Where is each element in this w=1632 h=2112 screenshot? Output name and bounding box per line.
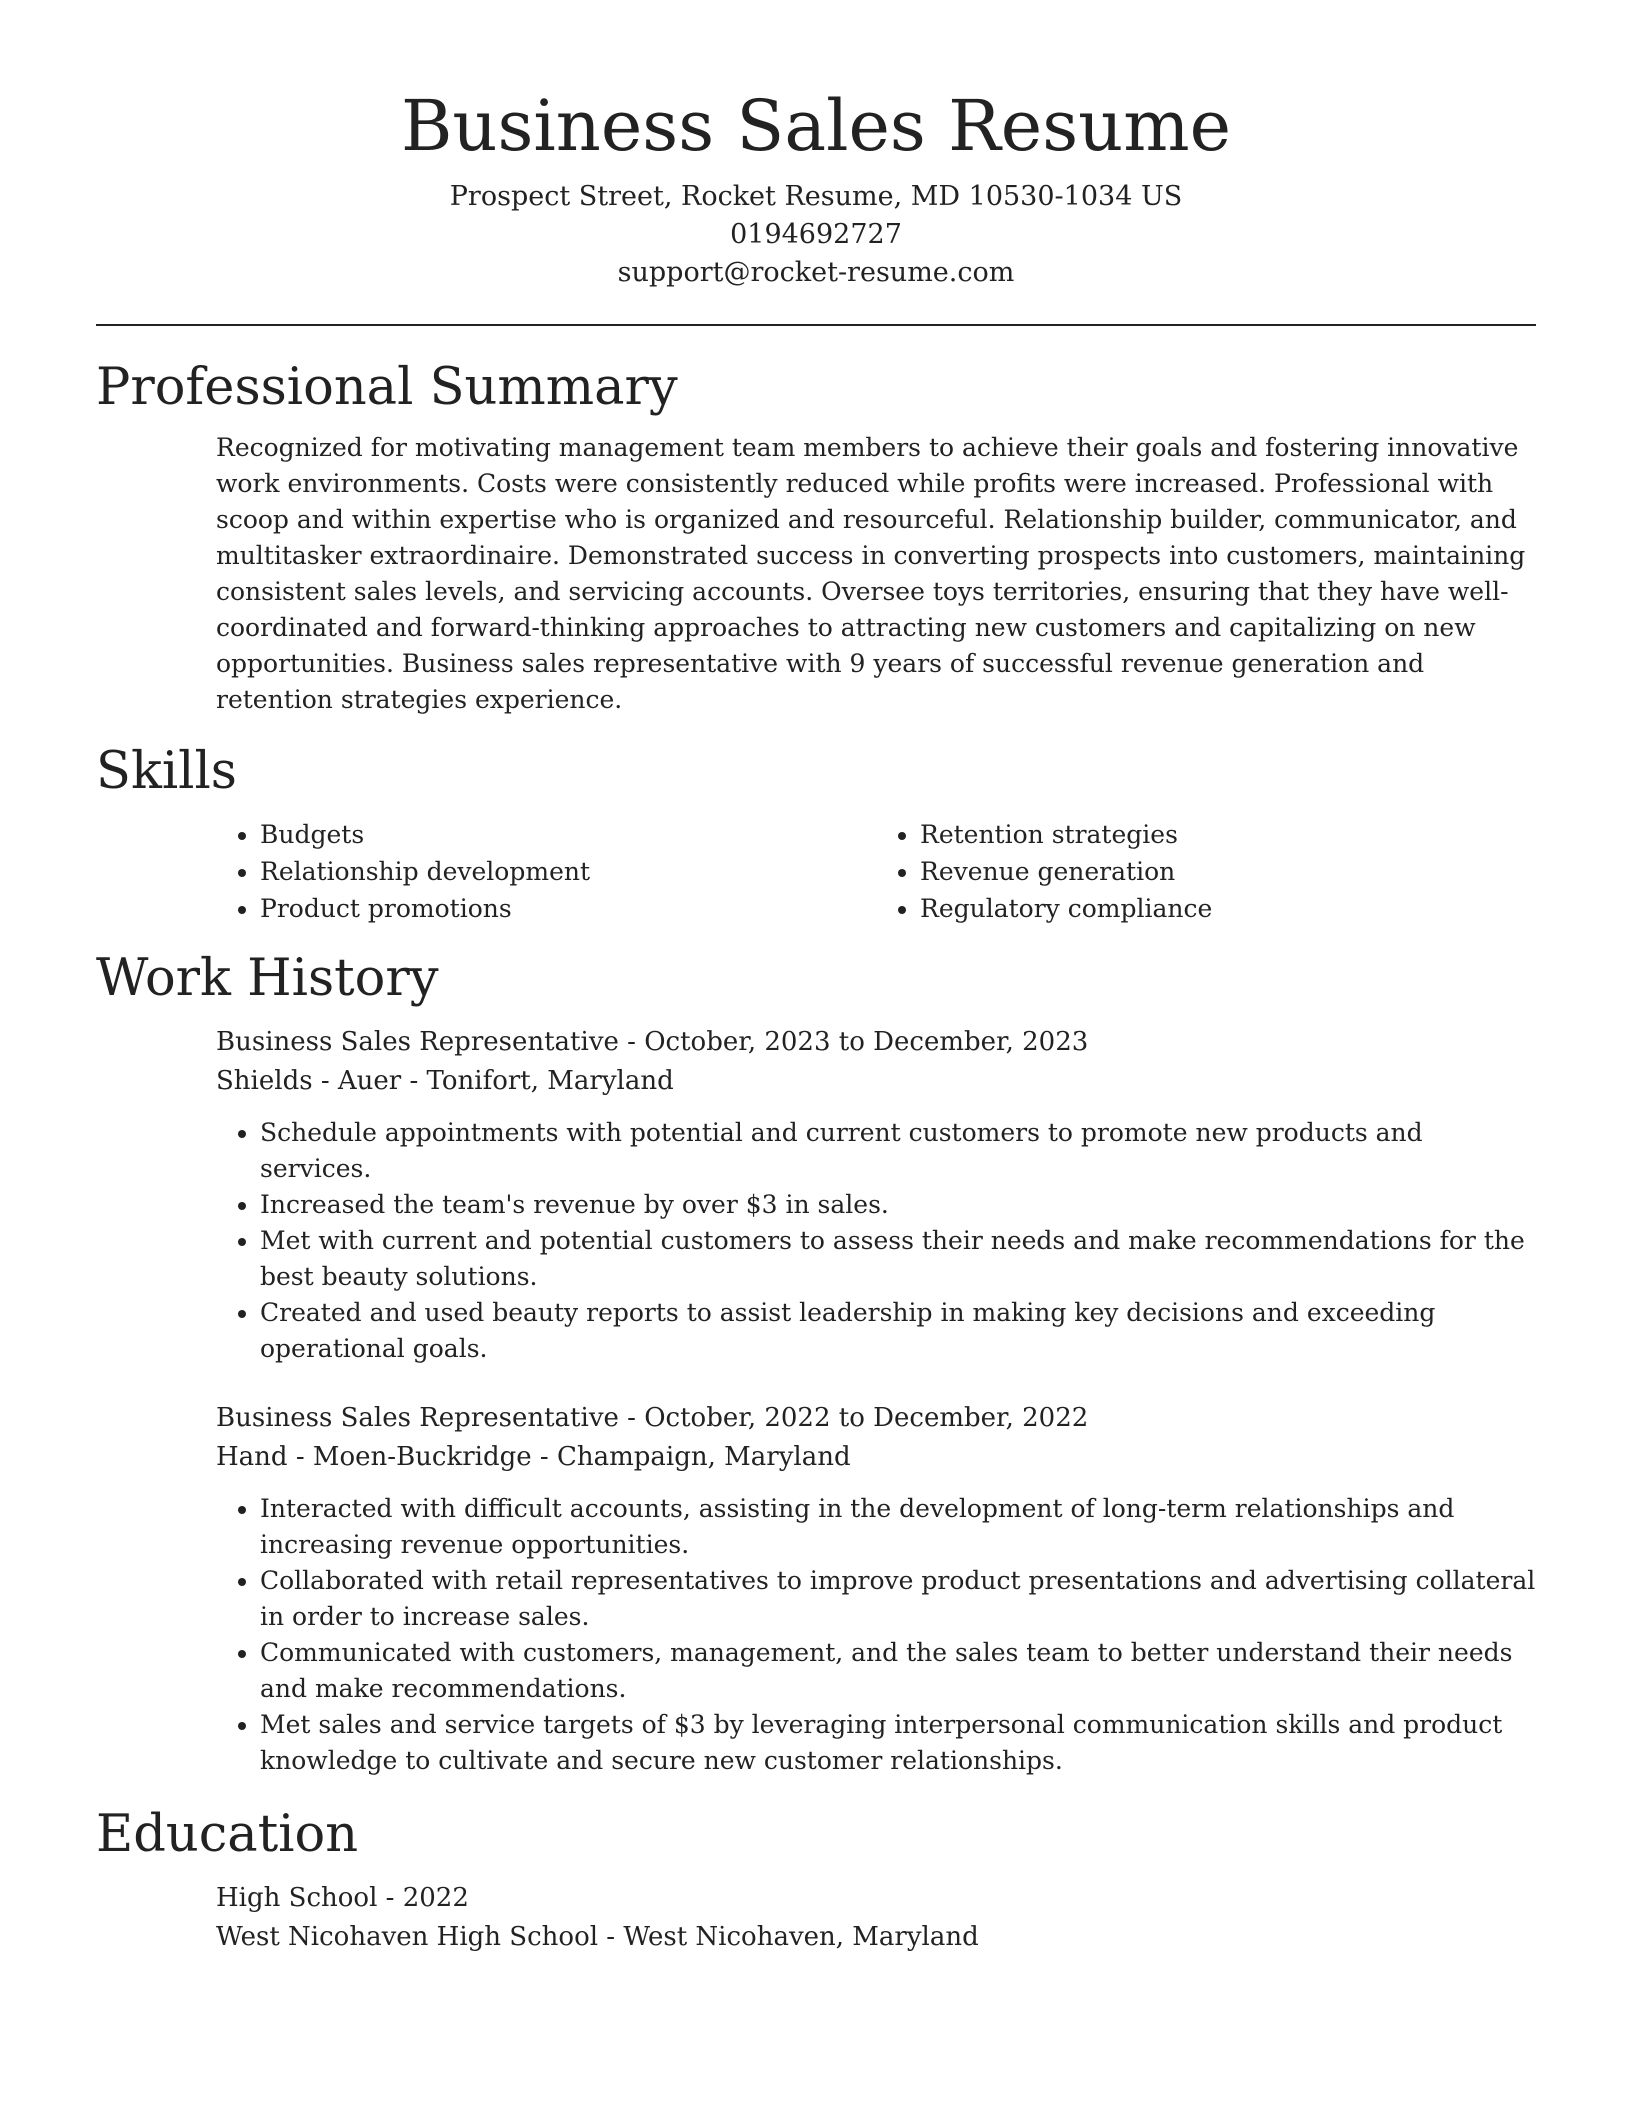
- skill-item: • Budgets: [260, 816, 876, 853]
- skill-item: • Relationship development: [260, 853, 876, 890]
- job-location: Champaign, Maryland: [556, 1442, 851, 1472]
- summary-text: Recognized for motivating management team members to achieve their goals and fostering innovative work environments. Costs were consistently reduced while profits were increased. Professional with scoop and within expertise who is organized and resourceful. Relationship builder, communicator, and multitasker extraordinaire. Demonstrated success in converting prospects into customers, maintaining consistent sales levels, and servicing accounts. Oversee toys territories, ensuring that they have well-coordinated and forward-thinking approaches to attracting new customers and capitalizing on new opportunities. Business sales representative with 9 years of successful revenue generation and retention strategies experience.: [216, 433, 1526, 714]
- skills-list-left: [216, 816, 876, 927]
- job-entry: [216, 1023, 1536, 1367]
- job-bullets: [216, 1491, 1536, 1779]
- job-location: Tonifort, Maryland: [426, 1066, 674, 1096]
- skills-section: [96, 740, 1536, 927]
- education-section: [96, 1803, 1536, 1957]
- summary-section: [96, 356, 1536, 718]
- job-bullet: • Met sales and service targets of $3 by leveraging interpersonal communication skills and product knowledge to cultivate and secure new customer relationships.: [260, 1707, 1536, 1779]
- separator: -: [377, 1883, 403, 1913]
- job-role: Business Sales Representative: [216, 1027, 619, 1057]
- resume-page: [96, 0, 1536, 1957]
- job-bullets: [216, 1115, 1536, 1367]
- job-dates: October, 2022 to December, 2022: [644, 1403, 1089, 1433]
- education-degree: High School: [216, 1883, 378, 1913]
- job-company: Hand - Moen-Buckridge: [216, 1442, 532, 1472]
- education-degree-line: [216, 1879, 1536, 1918]
- job-company: Shields - Auer: [216, 1066, 402, 1096]
- job-bullet: • Interacted with difficult accounts, assisting in the development of long-term relationships and increasing revenue opportunities.: [260, 1491, 1536, 1563]
- resume-title: Business Sales Resume: [400, 85, 1232, 167]
- skills-list-right: [876, 816, 1536, 927]
- separator: -: [598, 1922, 624, 1952]
- separator: -: [401, 1066, 427, 1096]
- work-history-heading: Work History: [96, 949, 439, 1008]
- work-history-section: [96, 947, 1536, 1779]
- education-location: West Nicohaven, Maryland: [623, 1922, 979, 1952]
- resume-header: [96, 0, 1536, 292]
- job-bullet: • Increased the team's revenue by over $3 in sales.: [260, 1187, 1536, 1223]
- summary-heading: Professional Summary: [96, 358, 678, 417]
- skill-item: • Revenue generation: [920, 853, 1536, 890]
- contact-block: [96, 178, 1536, 292]
- skill-item: • Retention strategies: [920, 816, 1536, 853]
- job-title-line: [216, 1023, 1536, 1062]
- job-entry: [216, 1399, 1536, 1779]
- job-bullet: • Met with current and potential customers to assess their needs and make recommendations for the best beauty solutions.: [260, 1223, 1536, 1295]
- skill-item: • Product promotions: [260, 890, 876, 927]
- job-bullet: • Schedule appointments with potential and current customers to promote new products and services.: [260, 1115, 1536, 1187]
- job-bullet: • Collaborated with retail representatives to improve product presentations and advertising collateral in order to increase sales.: [260, 1563, 1536, 1635]
- education-school-line: [216, 1918, 1536, 1957]
- job-bullet: • Created and used beauty reports to assist leadership in making key decisions and exceeding operational goals.: [260, 1295, 1536, 1367]
- education-school: West Nicohaven High School: [216, 1922, 599, 1952]
- job-company-line: [216, 1062, 1536, 1101]
- education-entry: [216, 1879, 1536, 1957]
- education-year: 2022: [402, 1883, 469, 1913]
- separator: -: [618, 1027, 645, 1057]
- skills-heading: Skills: [96, 742, 237, 801]
- contact-phone: 0194692727: [730, 219, 902, 250]
- contact-address: Prospect Street, Rocket Resume, MD 10530-1034 US: [449, 181, 1183, 212]
- skill-item: • Regulatory compliance: [920, 890, 1536, 927]
- job-title-line: [216, 1399, 1536, 1438]
- skills-grid: [216, 816, 1536, 927]
- separator: -: [618, 1403, 645, 1433]
- job-company-line: [216, 1438, 1536, 1477]
- job-bullet: • Communicated with customers, management, and the sales team to better understand their needs and make recommendations.: [260, 1635, 1536, 1707]
- job-dates: October, 2023 to December, 2023: [644, 1027, 1089, 1057]
- education-heading: Education: [96, 1805, 359, 1864]
- separator: -: [531, 1442, 557, 1472]
- contact-email: support@rocket-resume.com: [617, 257, 1015, 288]
- header-divider: [96, 324, 1536, 326]
- job-role: Business Sales Representative: [216, 1403, 619, 1433]
